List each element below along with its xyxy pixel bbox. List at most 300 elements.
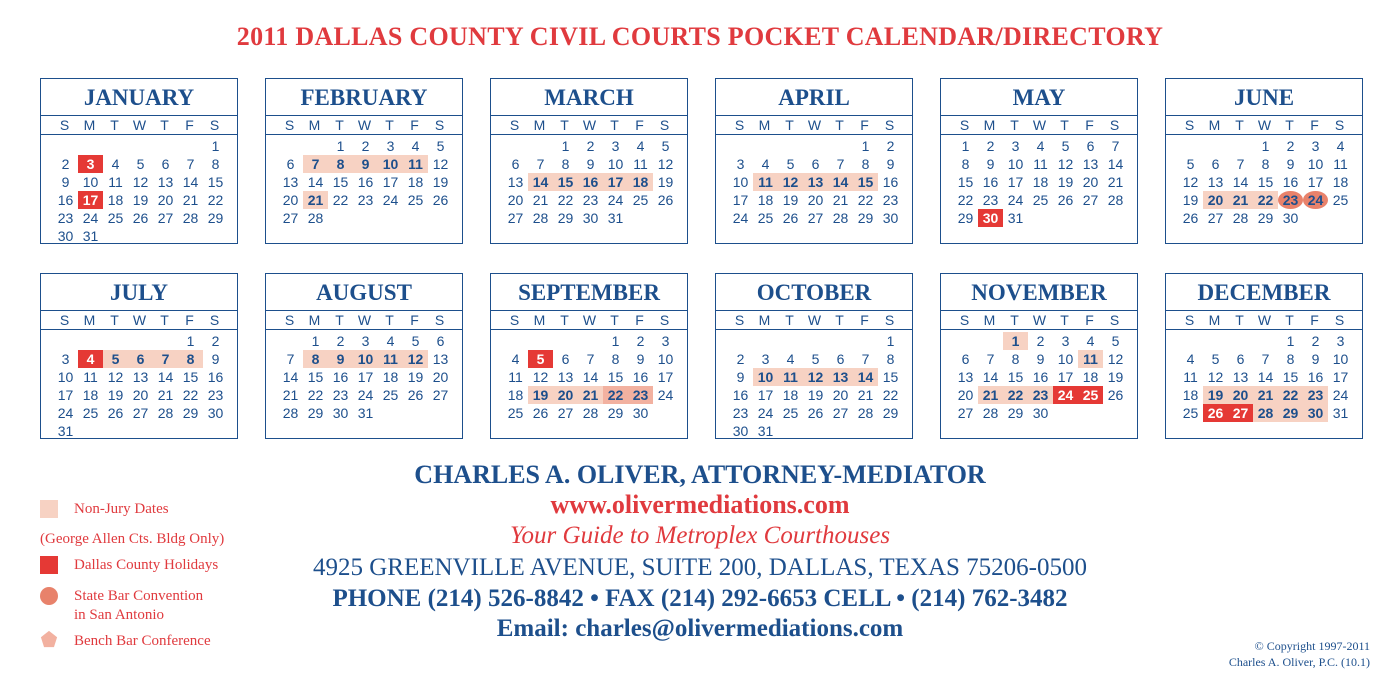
day-cell: 21 — [857, 387, 874, 403]
day-cell: 29 — [182, 405, 199, 421]
day-cell: 14 — [828, 173, 853, 191]
day-cell: 11 — [1078, 350, 1103, 368]
day-cell: 13 — [1232, 369, 1249, 385]
day-cell: 13 — [507, 174, 524, 190]
day-cell: 13 — [828, 368, 853, 386]
weekday-label: M — [758, 117, 771, 133]
pentagon-icon — [40, 630, 58, 648]
day-cell: 3 — [736, 156, 745, 172]
day-cell: 31 — [57, 423, 74, 439]
day-cell: 25 — [382, 387, 399, 403]
day-cell: 10 — [732, 174, 749, 190]
legend-non-jury-note-label: (George Allen Cts. Bldg Only) — [40, 531, 225, 547]
legend-non-jury-label: Non-Jury Dates — [74, 501, 169, 517]
email-link[interactable]: Email: charles@olivermediations.com — [496, 615, 904, 642]
day-cell: 28 — [532, 210, 549, 226]
day-cell: 27 — [507, 210, 524, 226]
month-name: JANUARY — [83, 85, 195, 110]
weekday-label: M — [1208, 117, 1221, 133]
day-cell: 9 — [1036, 351, 1045, 367]
day-cell: 20 — [132, 387, 149, 403]
day-cell: 5 — [811, 351, 820, 367]
day-cell: 19 — [407, 369, 424, 385]
day-cell: 27 — [432, 387, 449, 403]
day-cell: 28 — [832, 210, 849, 226]
day-cell: 26 — [1107, 387, 1124, 403]
day-cell: 17 — [57, 387, 74, 403]
weekday-label: M — [533, 117, 546, 133]
day-cell: 2 — [61, 156, 70, 172]
day-cell: 24 — [82, 210, 99, 226]
day-cell: 21 — [532, 192, 549, 208]
day-cell: 16 — [732, 387, 749, 403]
day-cell: 19 — [132, 192, 149, 208]
day-cell: 25 — [1182, 405, 1199, 421]
day-cell: 26 — [532, 405, 549, 421]
day-cell: 29 — [307, 405, 324, 421]
day-cell: 16 — [632, 369, 649, 385]
day-cell: 21 — [282, 387, 299, 403]
weekday-label: T — [785, 312, 794, 328]
day-cell: 14 — [1232, 174, 1249, 190]
day-cell: 11 — [778, 368, 803, 386]
day-cell: 17 — [357, 369, 374, 385]
day-cell: 15 — [182, 369, 199, 385]
weekday-label: S — [659, 312, 670, 328]
day-cell: 2 — [886, 138, 895, 154]
weekday-label: S — [509, 117, 520, 133]
day-cell: 27 — [807, 210, 824, 226]
day-cell: 17 — [1307, 174, 1324, 190]
day-cell: 19 — [528, 386, 553, 404]
day-cell: 25 — [632, 192, 649, 208]
day-cell: 21 — [578, 386, 603, 404]
day-cell: 10 — [57, 369, 74, 385]
copyright-line-2: Charles A. Oliver, P.C. (10.1) — [1228, 655, 1370, 669]
day-cell: 29 — [882, 405, 899, 421]
day-cell: 13 — [803, 173, 828, 191]
day-cell: 4 — [786, 351, 795, 367]
day-cell: 12 — [532, 369, 549, 385]
day-cell: 8 — [1286, 351, 1295, 367]
month-november — [940, 273, 1138, 439]
weekday-label: S — [509, 312, 520, 328]
weekday-label: T — [1060, 117, 1069, 133]
weekday-label: M — [533, 312, 546, 328]
day-cell: 14 — [1107, 156, 1124, 172]
day-cell: 11 — [633, 156, 648, 172]
day-cell: 1 — [1003, 332, 1028, 350]
day-cell: 3 — [386, 138, 395, 154]
day-cell: 4 — [411, 138, 420, 154]
day-cell: 13 — [282, 174, 299, 190]
day-cell: 2 — [636, 333, 645, 349]
day-cell: 7 — [861, 351, 870, 367]
day-cell: 19 — [432, 174, 449, 190]
day-cell: 31 — [757, 423, 774, 439]
weekday-label: T — [1285, 117, 1294, 133]
day-cell: 6 — [161, 156, 170, 172]
day-cell: 18 — [107, 192, 124, 208]
day-cell: 11 — [378, 350, 403, 368]
weekday-label: S — [1334, 117, 1345, 133]
day-cell: 8 — [561, 156, 570, 172]
day-cell: 20 — [832, 387, 849, 403]
weekday-label: T — [1010, 117, 1019, 133]
day-cell: 3 — [1311, 138, 1320, 154]
day-cell: 15 — [307, 369, 324, 385]
day-cell: 29 — [207, 210, 224, 226]
day-cell: 16 — [207, 369, 224, 385]
day-cell: 9 — [1286, 156, 1295, 172]
page-title: 2011 DALLAS COUNTY CIVIL COURTS POCKET CALENDAR/DIRECTORY — [236, 22, 1164, 51]
day-cell: 9 — [636, 351, 645, 367]
day-cell: 3 — [661, 333, 670, 349]
day-cell: 12 — [803, 368, 828, 386]
day-cell: 8 — [1011, 351, 1020, 367]
day-cell: 11 — [1333, 156, 1348, 172]
day-cell: 10 — [82, 174, 99, 190]
weekday-label: S — [1109, 117, 1120, 133]
day-cell: 11 — [1183, 369, 1198, 385]
day-cell: 6 — [561, 351, 570, 367]
day-cell: 7 — [1111, 138, 1120, 154]
weekday-label: S — [1184, 117, 1195, 133]
weekday-label: F — [860, 117, 869, 133]
copyright-line-1: © Copyright 1997-2011 — [1254, 639, 1370, 653]
day-cell: 26 — [107, 405, 124, 421]
day-cell: 28 — [157, 405, 174, 421]
weekday-label: W — [1257, 117, 1272, 133]
day-cell: 18 — [1332, 174, 1349, 190]
day-cell: 26 — [807, 405, 824, 421]
day-cell: 13 — [557, 369, 574, 385]
weekday-header — [40, 310, 238, 330]
weekday-label: F — [185, 117, 194, 133]
weekday-label: S — [1109, 312, 1120, 328]
day-cell: 3 — [761, 351, 770, 367]
day-cell: 11 — [1033, 156, 1048, 172]
day-cell: 10 — [1007, 156, 1024, 172]
day-cell: 1 — [561, 138, 570, 154]
day-cell: 29 — [1278, 404, 1303, 422]
day-cell: 21 — [157, 387, 174, 403]
day-cell: 15 — [207, 174, 224, 190]
weekday-label: M — [308, 117, 321, 133]
weekday-label: S — [959, 117, 970, 133]
weekday-label: F — [1310, 312, 1319, 328]
month-may — [940, 78, 1138, 244]
day-cell: 25 — [507, 405, 524, 421]
day-cell: 6 — [811, 156, 820, 172]
weekday-label: T — [335, 117, 344, 133]
weekday-label: T — [610, 312, 619, 328]
day-cell: 22 — [1253, 191, 1278, 209]
day-cell: 21 — [1228, 191, 1253, 209]
day-cell: 30 — [1282, 210, 1299, 226]
weekday-label: W — [807, 117, 822, 133]
day-cell: 28 — [1232, 210, 1249, 226]
day-cell: 6 — [128, 350, 153, 368]
day-cell: 1 — [1261, 138, 1270, 154]
day-cell: 19 — [1203, 386, 1228, 404]
weekday-label: W — [1032, 312, 1047, 328]
month-august — [265, 273, 463, 439]
day-cell: 8 — [611, 351, 620, 367]
day-cell: 15 — [957, 174, 974, 190]
day-cell: 30 — [882, 210, 899, 226]
attorney-name: CHARLES A. OLIVER, ATTORNEY-MEDIATOR — [414, 460, 986, 489]
day-cell: 5 — [436, 138, 445, 154]
weekday-label: T — [1285, 312, 1294, 328]
weekday-label: T — [335, 312, 344, 328]
day-cell: 9 — [736, 369, 745, 385]
weekday-header — [940, 310, 1138, 330]
day-cell: 6 — [1086, 138, 1095, 154]
day-cell: 30 — [1032, 405, 1049, 421]
weekday-label: T — [1235, 312, 1244, 328]
day-cell: 25 — [1032, 192, 1049, 208]
weekday-label: W — [582, 117, 597, 133]
day-cell: 12 — [778, 173, 803, 191]
day-cell: 21 — [303, 191, 328, 209]
day-cell: 31 — [1007, 210, 1024, 226]
day-cell: 11 — [403, 155, 428, 173]
day-cell: 4 — [111, 156, 120, 172]
weekday-label: F — [1085, 117, 1094, 133]
weekday-label: S — [659, 117, 670, 133]
day-cell: 19 — [657, 174, 674, 190]
day-cell: 3 — [1336, 333, 1345, 349]
day-cell: 9 — [211, 351, 220, 367]
day-cell: 20 — [553, 386, 578, 404]
weekday-label: F — [185, 312, 194, 328]
day-cell: 8 — [861, 156, 870, 172]
day-cell: 16 — [1032, 369, 1049, 385]
day-cell: 7 — [986, 351, 995, 367]
month-name: APRIL — [778, 85, 850, 110]
day-cell: 5 — [786, 156, 795, 172]
day-cell: 22 — [332, 192, 349, 208]
day-cell: 10 — [753, 368, 778, 386]
day-cell: 30 — [582, 210, 599, 226]
day-cell: 18 — [628, 173, 653, 191]
day-cell: 30 — [732, 423, 749, 439]
day-cell: 1 — [886, 333, 895, 349]
day-cell: 4 — [761, 156, 770, 172]
holiday-swatch — [40, 556, 58, 574]
weekday-header — [490, 310, 688, 330]
day-cell: 8 — [1261, 156, 1270, 172]
weekday-label: F — [635, 312, 644, 328]
day-cell: 11 — [753, 173, 778, 191]
day-cell: 28 — [1107, 192, 1124, 208]
weekday-header — [715, 115, 913, 135]
day-cell: 18 — [507, 387, 524, 403]
day-cell: 31 — [607, 210, 624, 226]
day-cell: 13 — [1207, 174, 1224, 190]
weekday-label: F — [635, 117, 644, 133]
day-cell: 5 — [103, 350, 128, 368]
day-cell: 22 — [603, 386, 628, 404]
day-cell: 25 — [782, 405, 799, 421]
weekday-label: M — [83, 312, 96, 328]
day-cell: 20 — [1082, 174, 1099, 190]
day-cell: 7 — [836, 156, 845, 172]
weekday-label: M — [308, 312, 321, 328]
legend-bench-bar-label: Bench Bar Conference — [74, 633, 211, 649]
day-cell: 8 — [178, 350, 203, 368]
day-cell: 16 — [332, 369, 349, 385]
day-cell: 21 — [978, 386, 1003, 404]
day-cell: 29 — [857, 210, 874, 226]
weekday-label: M — [983, 117, 996, 133]
month-name: FEBRUARY — [300, 85, 428, 110]
phone-numbers: PHONE (214) 526-8842 • FAX (214) 292-6653 CELL • (214) 762-3482 — [332, 585, 1068, 612]
day-cell: 26 — [132, 210, 149, 226]
weekday-header — [1165, 310, 1363, 330]
day-cell: 8 — [211, 156, 220, 172]
day-cell: 12 — [1182, 174, 1199, 190]
legend-state-bar-label-2: in San Antonio — [74, 607, 165, 623]
weekday-header — [265, 310, 463, 330]
day-cell: 19 — [1107, 369, 1124, 385]
day-cell: 27 — [957, 405, 974, 421]
day-cell: 24 — [1332, 387, 1349, 403]
month-april — [715, 78, 913, 244]
day-cell: 3 — [1011, 138, 1020, 154]
day-cell: 28 — [307, 210, 324, 226]
day-cell: 14 — [528, 173, 553, 191]
day-cell: 30 — [1303, 404, 1328, 422]
weekday-header — [265, 115, 463, 135]
day-cell: 17 — [732, 192, 749, 208]
day-cell: 16 — [1282, 174, 1299, 190]
day-cell: 22 — [882, 387, 899, 403]
day-cell: 12 — [107, 369, 124, 385]
month-march — [490, 78, 688, 244]
day-cell: 2 — [986, 138, 995, 154]
day-cell: 13 — [157, 174, 174, 190]
day-cell: 17 — [1332, 369, 1349, 385]
day-cell: 20 — [807, 192, 824, 208]
month-september — [490, 273, 688, 439]
weekday-label: W — [132, 312, 147, 328]
day-cell: 21 — [182, 192, 199, 208]
day-cell: 29 — [607, 405, 624, 421]
day-cell: 16 — [578, 173, 603, 191]
day-cell: 25 — [107, 210, 124, 226]
day-cell: 20 — [957, 387, 974, 403]
day-cell: 2 — [1311, 333, 1320, 349]
day-cell: 7 — [153, 350, 178, 368]
day-cell: 7 — [286, 351, 295, 367]
day-cell: 8 — [886, 351, 895, 367]
day-cell: 7 — [303, 155, 328, 173]
day-cell: 14 — [982, 369, 999, 385]
day-cell: 21 — [1107, 174, 1124, 190]
day-cell: 16 — [882, 174, 899, 190]
month-january — [40, 78, 238, 244]
day-cell: 27 — [1207, 210, 1224, 226]
day-cell: 26 — [1182, 210, 1199, 226]
day-cell: 31 — [357, 405, 374, 421]
day-cell: 24 — [1303, 191, 1328, 209]
weekday-label: S — [1334, 312, 1345, 328]
day-cell: 7 — [586, 351, 595, 367]
day-cell: 24 — [732, 210, 749, 226]
day-cell: 12 — [657, 156, 674, 172]
weekday-header — [490, 115, 688, 135]
day-cell: 19 — [1057, 174, 1074, 190]
day-cell: 25 — [407, 192, 424, 208]
weekday-label: S — [59, 117, 70, 133]
day-cell: 23 — [882, 192, 899, 208]
month-december — [1165, 273, 1363, 439]
day-cell: 23 — [207, 387, 224, 403]
day-cell: 18 — [1182, 387, 1199, 403]
day-cell: 25 — [82, 405, 99, 421]
day-cell: 15 — [332, 174, 349, 190]
day-cell: 2 — [1286, 138, 1295, 154]
weekday-label: F — [410, 312, 419, 328]
weekday-label: S — [434, 117, 445, 133]
day-cell: 3 — [61, 351, 70, 367]
day-cell: 5 — [661, 138, 670, 154]
day-cell: 9 — [61, 174, 70, 190]
weekday-label: T — [1010, 312, 1019, 328]
day-cell: 8 — [961, 156, 970, 172]
day-cell: 13 — [957, 369, 974, 385]
weekday-label: T — [385, 117, 394, 133]
day-cell: 22 — [207, 192, 224, 208]
day-cell: 1 — [861, 138, 870, 154]
weekday-label: T — [110, 117, 119, 133]
day-cell: 27 — [132, 405, 149, 421]
website-link[interactable]: www.olivermediations.com — [550, 490, 850, 519]
day-cell: 26 — [1203, 404, 1228, 422]
day-cell: 12 — [1107, 351, 1124, 367]
day-cell: 21 — [1253, 386, 1278, 404]
day-cell: 24 — [57, 405, 74, 421]
weekday-label: S — [434, 312, 445, 328]
day-cell: 24 — [1007, 192, 1024, 208]
day-cell: 13 — [432, 351, 449, 367]
address: 4925 GREENVILLE AVENUE, SUITE 200, DALLAS, TEXAS 75206-0500 — [312, 554, 1088, 581]
day-cell: 27 — [1228, 404, 1253, 422]
day-cell: 18 — [407, 174, 424, 190]
day-cell: 27 — [1082, 192, 1099, 208]
day-cell: 29 — [1257, 210, 1274, 226]
day-cell: 15 — [853, 173, 878, 191]
weekday-label: T — [835, 117, 844, 133]
weekday-label: T — [785, 117, 794, 133]
weekday-label: T — [160, 312, 169, 328]
day-cell: 10 — [1332, 351, 1349, 367]
day-cell: 2 — [361, 138, 370, 154]
day-cell: 28 — [182, 210, 199, 226]
weekday-label: W — [357, 312, 372, 328]
weekday-label: F — [860, 312, 869, 328]
day-cell: 7 — [1261, 351, 1270, 367]
weekday-header — [1165, 115, 1363, 135]
day-cell: 15 — [553, 173, 578, 191]
weekday-label: T — [610, 117, 619, 133]
day-cell: 9 — [328, 350, 353, 368]
day-cell: 31 — [82, 228, 99, 244]
day-cell: 11 — [108, 174, 123, 190]
weekday-label: W — [1032, 117, 1047, 133]
